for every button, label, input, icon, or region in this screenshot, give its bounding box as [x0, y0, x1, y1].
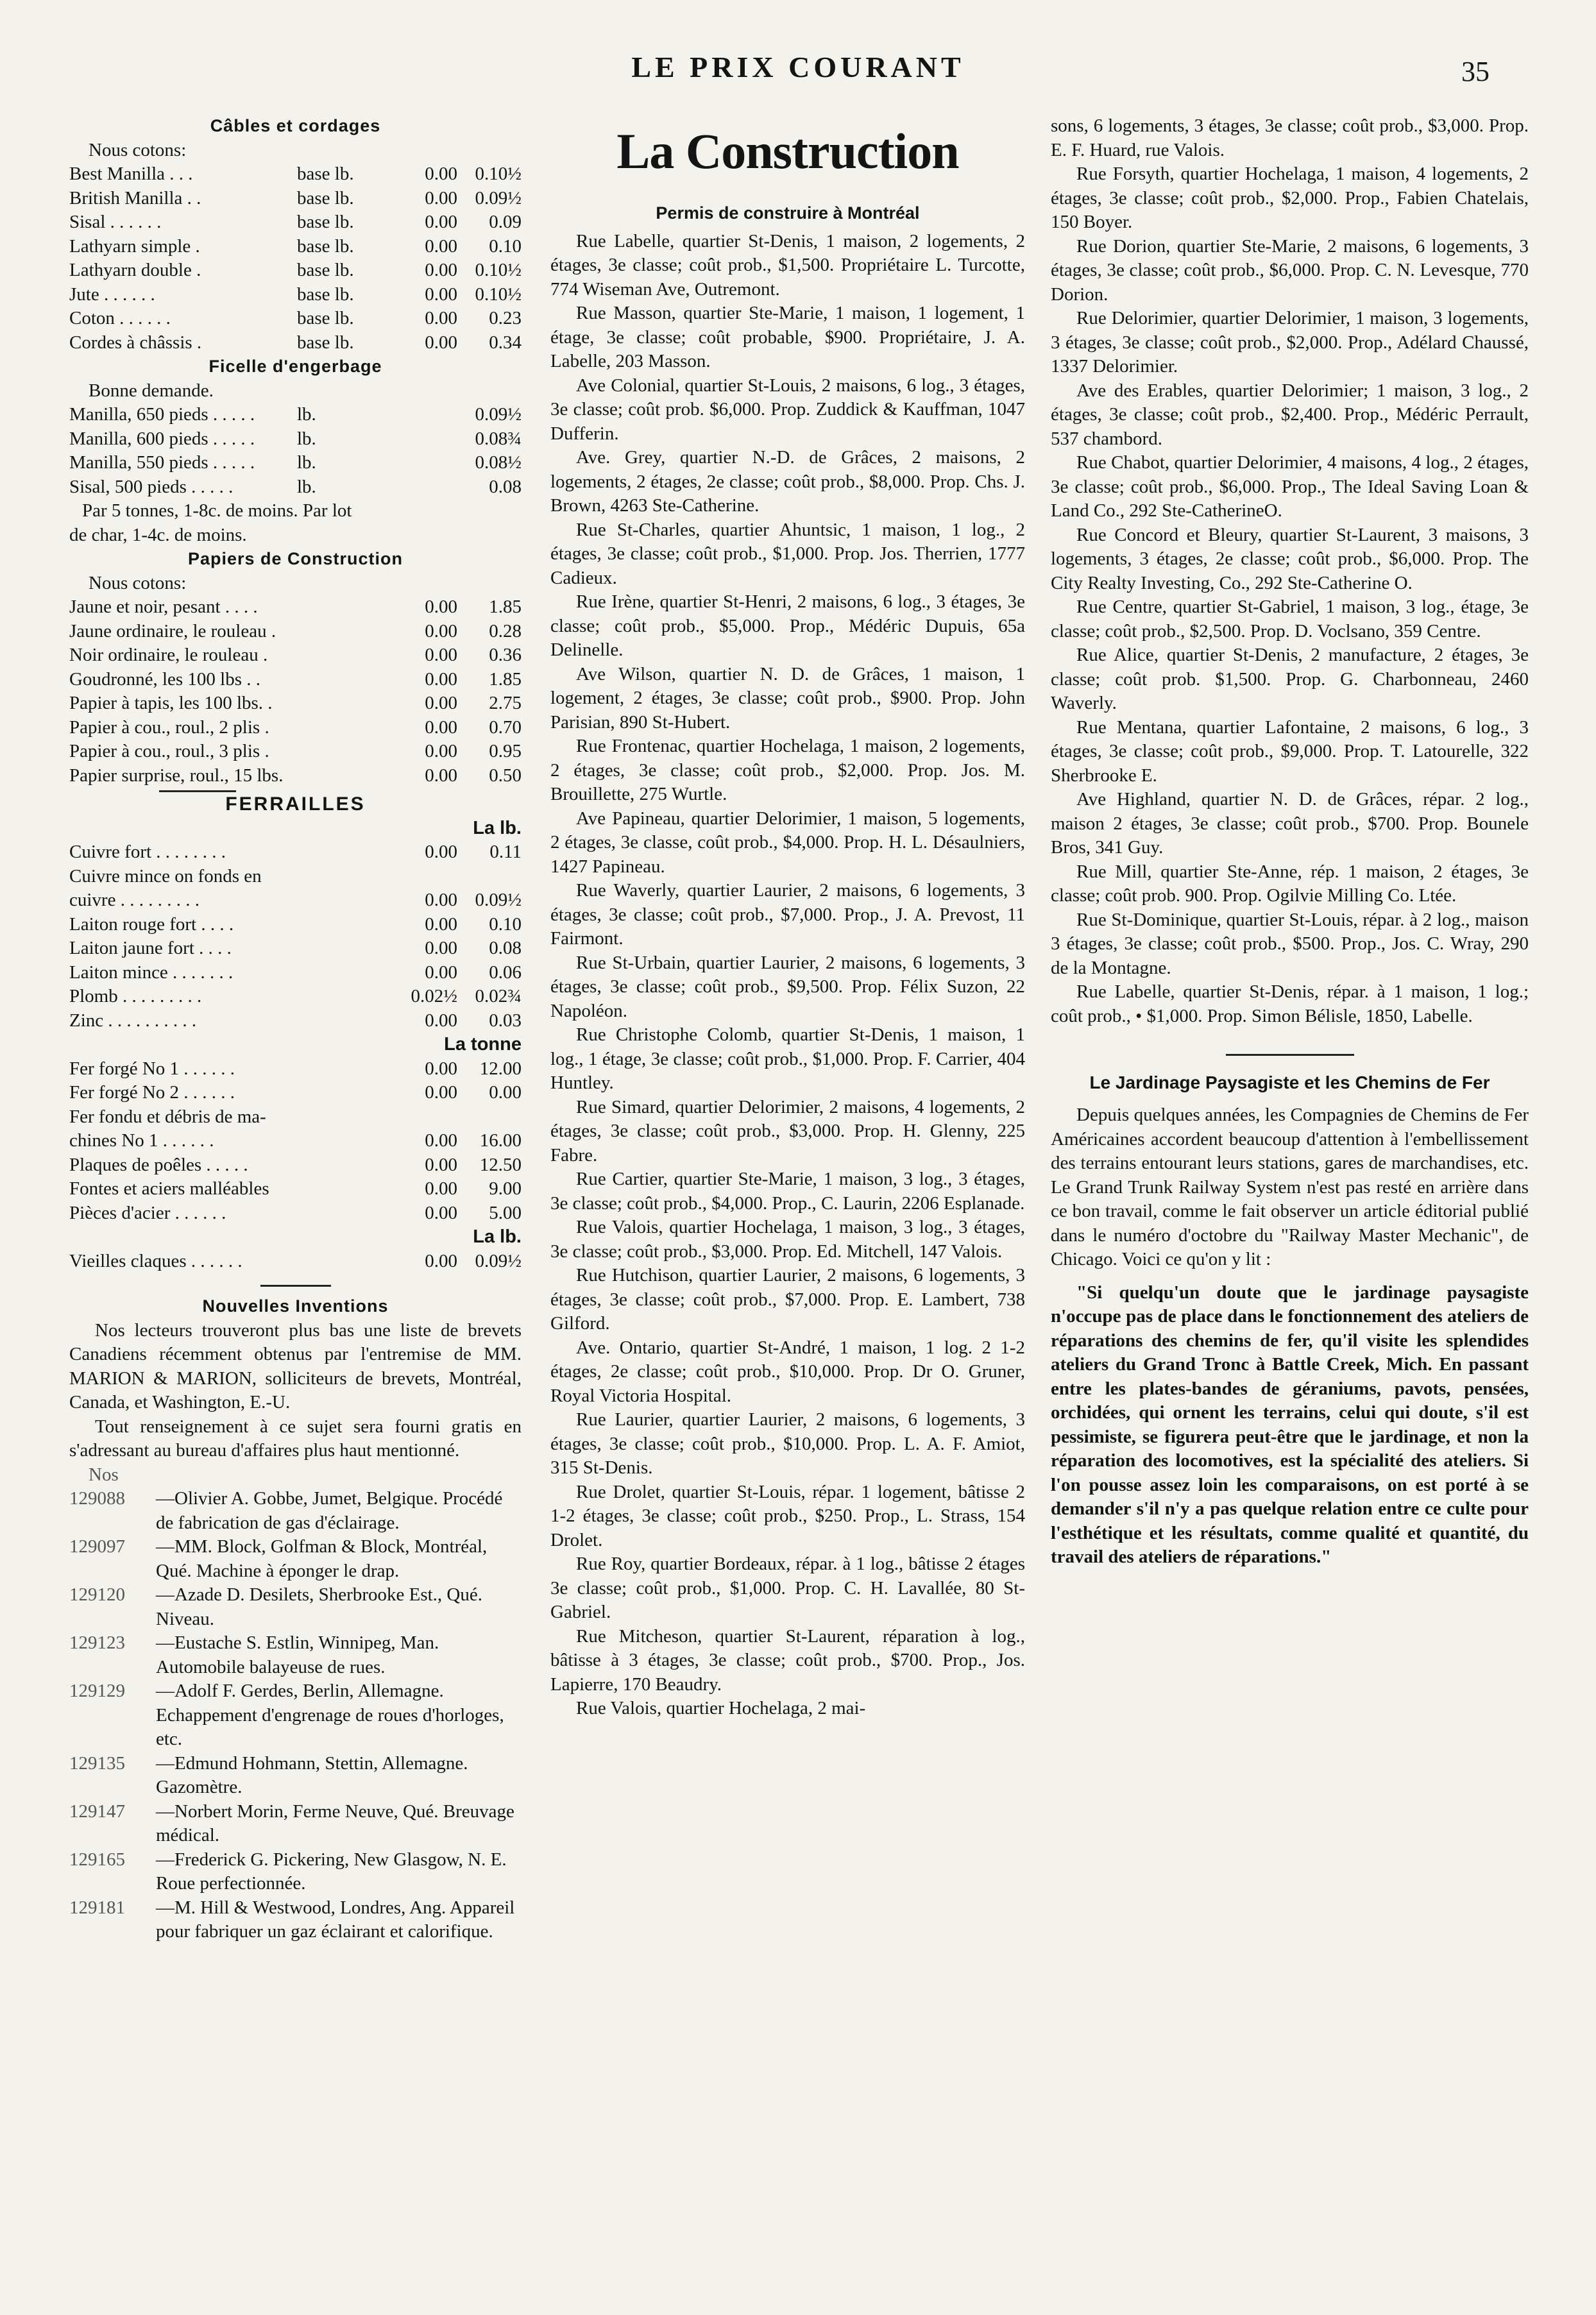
patent-item — [69, 1487, 522, 1535]
patent-text: —Frederick G. Pickering, New Glasgow, N. E. Roue perfectionnée. — [156, 1849, 507, 1894]
price-high: 0.02¾ — [475, 986, 522, 1006]
price-high: 2.75 — [489, 693, 522, 713]
page-title: LE PRIX COURANT — [631, 51, 965, 83]
item-name: Manilla, 550 pieds . . . . . — [69, 452, 255, 473]
price-row — [69, 840, 522, 865]
patent-text: —M. Hill & Westwood, Londres, Ang. Appareil pour fabriquer un gaz éclairant et calorifique. — [156, 1897, 515, 1942]
permit-entry: Rue Irène, quartier St-Henri, 2 maisons, 6 log., 3 étages, 3e classe; coût prob., $5,000. Prop., Médéric Dupuis, 65a Delinelle. — [550, 591, 1025, 660]
price-high: 0.08 — [489, 476, 522, 497]
price-low: 0.00 — [425, 187, 457, 208]
price-row — [69, 1057, 522, 1081]
price-row — [69, 307, 522, 331]
patent-number: 129129 — [69, 1681, 125, 1701]
price-high: 0.50 — [489, 765, 522, 786]
item-name: Papier à cou., roul., 3 plis . — [69, 741, 269, 761]
inventions-info: Tout renseignement à ce sujet sera fourni gratis en s'adressant au bureau d'affaires plus haut mentionné. — [69, 1416, 522, 1461]
price-high: 0.28 — [489, 620, 522, 641]
price-low — [393, 451, 457, 475]
ficelle-heading: Ficelle d'engerbage — [208, 357, 382, 376]
patent-item — [69, 1535, 522, 1583]
article-quote: "Si quelqu'un doute que le jardinage paysagiste n'occupe pas de place dans le fonctionnement des ateliers de réparations des chemins de fer, qu'il visite les splendides ateliers du Grand Tronc à Battle Creek, Mich. En passant entre les plates-bandes de géraniums, pavots, pensées, orchidées, qui ornent les terrains, celui qui doute, s'il est pessimiste, se figurera peut-être que le jardinage, et non la réparation des locomotives, est la spécialité des ateliers. Si l'on pousse assez loin les comparaisons, on est porté à se demander s'il n'y a pas quelque relation entre ce culte pour l'esthétique et les résultats, comme qualité et quantité, du travail des ateliers de réparations." — [1051, 1282, 1529, 1567]
patent-item — [69, 1800, 522, 1848]
price-low — [393, 1105, 457, 1130]
papiers-subheading: Nous cotons: — [89, 572, 187, 593]
item-name: Jaune ordinaire, le rouleau . — [69, 620, 276, 641]
price-high: 0.23 — [489, 308, 522, 328]
ferrailles-heading: FERRAILLES — [225, 793, 366, 815]
permis-heading: Permis de construire à Montréal — [656, 203, 920, 223]
permit-entry: sons, 6 logements, 3 étages, 3e classe; coût prob., $3,000. Prop. E. F. Huard, rue Valois. — [1051, 115, 1529, 160]
item-name: Lathyarn double . — [69, 260, 201, 280]
price-row — [69, 985, 522, 1009]
item-unit: base lb. — [297, 235, 354, 257]
item-name: Coton . . . . . . — [69, 308, 171, 328]
patent-number: 129135 — [69, 1752, 125, 1774]
price-high: 0.36 — [489, 645, 522, 665]
patent-text: —Edmund Hohmann, Stettin, Allemagne. Gazomètre. — [156, 1752, 468, 1797]
price-low: 0.00 — [425, 842, 457, 862]
price-low — [393, 475, 457, 500]
item-name: Best Manilla . . . — [69, 164, 193, 184]
item-name: Noir ordinaire, le rouleau . — [69, 645, 268, 665]
item-unit: base lb. — [297, 332, 354, 353]
article-paragraph: Depuis quelques années, les Compagnies de Chemins de Fer Américaines accordent beaucoup d'attention à l'embellissement des terrains entourant leurs stations, gares de marchandises, etc. Le Grand Trunk Railway System n'est pas resté en arrière dans ce bon travail, comme le fait observer un article éditorial publié dans le numéro d'octobre du "Railway Master Mechanic", de Chicago. Voici ce qu'on y lit : — [1051, 1105, 1529, 1269]
permit-entry: Rue Dorion, quartier Ste-Marie, 2 maisons, 6 logements, 3 étages, 3e classe; coût prob., $6,000. Prop. C. N. Levesque, 770 Dorion. — [1051, 235, 1529, 305]
price-high: 0.09½ — [475, 187, 522, 208]
item-name: Manilla, 650 pieds . . . . . — [69, 404, 255, 425]
price-low: 0.00 — [425, 597, 457, 617]
cables-heading: Câbles et cordages — [210, 116, 381, 135]
price-row — [69, 1105, 522, 1130]
permit-entry: Rue St-Charles, quartier Ahuntsic, 1 maison, 1 log., 2 étages, 3e classe; coût prob., $1,000. Prop. Jos. Therrien, 1777 Cadieux. — [550, 519, 1025, 588]
permit-entry: Ave des Erables, quartier Delorimier; 1 maison, 3 log., 2 étages, 3e classe; coût prob., $2,400. Prop., Médéric Perrault, 537 chambord. — [1051, 380, 1529, 449]
price-low: 0.00 — [425, 1082, 457, 1103]
inventions-nos: Nos — [89, 1464, 119, 1485]
price-row — [69, 716, 522, 740]
price-high: 0.10½ — [475, 260, 522, 280]
price-row — [69, 451, 522, 475]
price-row — [69, 210, 522, 235]
permit-entry: Rue Drolet, quartier St-Louis, répar. 1 logement, bâtisse 2 1-2 étages, 3e classe; coût prob., $250. Prop., L. Strass, 154 Drolet. — [550, 1481, 1025, 1550]
price-low: 0.00 — [425, 1178, 457, 1199]
price-high: 0.70 — [489, 717, 522, 738]
item-unit: lb. — [297, 476, 316, 497]
construction-title: La Construction — [616, 123, 959, 179]
price-low: 0.00 — [425, 913, 457, 935]
price-low — [393, 427, 457, 452]
item-unit: base lb. — [297, 187, 354, 208]
item-name: cuivre . . . . . . . . . — [69, 890, 200, 910]
item-name: Sisal, 500 pieds . . . . . — [69, 476, 233, 497]
price-row — [69, 1009, 522, 1033]
permit-entry: Rue Laurier, quartier Laurier, 2 maisons, 6 logements, 3 étages, 3e classe; coût prob., $10,000. Prop. L. A. F. Amiot, 315 St-Denis. — [550, 1409, 1025, 1478]
price-row — [69, 595, 522, 620]
price-row — [69, 331, 522, 355]
permit-entry: Rue Frontenac, quartier Hochelaga, 1 maison, 2 logements, 2 étages, 3e classe; coût prob., $2,000. Prop. Jos. M. Brouillette, 275 Wurtle. — [550, 736, 1025, 804]
price-high: 0.10½ — [475, 164, 522, 184]
item-name: Jaune et noir, pesant . . . . — [69, 597, 258, 617]
price-low: 0.00 — [425, 620, 457, 641]
ferrailles-unit-lb-2: La lb. — [473, 1226, 522, 1247]
price-row — [69, 1177, 522, 1201]
article-title: Le Jardinage Paysagiste et les Chemins de Fer — [1089, 1073, 1490, 1092]
price-low: 0.00 — [425, 1250, 457, 1271]
price-row — [69, 403, 522, 427]
permit-entry: Ave Colonial, quartier St-Louis, 2 maisons, 6 log., 3 étages, 3e classe; coût prob. $6,000. Prop. Zuddick & Kauffman, 1047 Dufferin. — [550, 375, 1025, 444]
price-high: 0.09 — [489, 212, 522, 232]
ferrailles-table-1 — [69, 840, 522, 1033]
price-row — [69, 937, 522, 961]
price-low: 0.00 — [425, 693, 457, 713]
item-unit: lb. — [297, 452, 316, 473]
item-unit: base lb. — [297, 164, 354, 184]
column-construction — [550, 114, 1025, 1721]
permit-entry: Rue Mentana, quartier Lafontaine, 2 maisons, 6 log., 3 étages, 3e classe; coût prob., $9,000. Prop. T. Latourelle, 322 Sherbrooke E. — [1051, 717, 1529, 786]
papiers-heading: Papiers de Construction — [187, 549, 403, 568]
price-low: 0.00 — [425, 717, 457, 738]
patent-item — [69, 1896, 522, 1944]
price-row — [69, 643, 522, 668]
price-high: 16.00 — [479, 1130, 522, 1151]
column-prices — [69, 114, 522, 1944]
price-row — [69, 187, 522, 211]
price-high: 0.00 — [489, 1082, 522, 1103]
item-name: Lathyarn simple . — [69, 235, 200, 257]
price-low: 0.00 — [425, 1058, 457, 1079]
item-name: Manilla, 600 pieds . . . . . — [69, 428, 255, 449]
permit-entry: Rue Labelle, quartier St-Denis, répar. à 1 maison, 1 log.; coût prob., • $1,000. Prop. Simon Bélisle, 1850, Labelle. — [1051, 981, 1529, 1026]
patent-item — [69, 1848, 522, 1896]
price-low: 0.00 — [425, 890, 457, 910]
item-name: Fer forgé No 2 . . . . . . — [69, 1082, 235, 1103]
price-high: 0.34 — [489, 332, 522, 353]
item-name: Laiton rouge fort . . . . — [69, 913, 234, 935]
price-low: 0.00 — [425, 164, 457, 184]
price-low: 0.00 — [425, 308, 457, 328]
patent-item — [69, 1752, 522, 1800]
price-low: 0.00 — [425, 332, 457, 353]
divider — [260, 1285, 331, 1287]
price-low — [393, 865, 457, 889]
permit-entry: Ave Wilson, quartier N. D. de Grâces, 1 maison, 1 logement, 2 étages, 3e classe; coût prob., $900. Prop. John Parisian, 890 St-Hubert. — [550, 663, 1025, 733]
permit-entry: Ave. Grey, quartier N.-D. de Grâces, 2 maisons, 2 logements, 2 étages, 2e classe; coût prob., $8,000. Prop. Chs. J. Brown, 4263 Ste-Catherine. — [550, 447, 1025, 516]
patent-number: 129120 — [69, 1584, 125, 1605]
patent-number: 129123 — [69, 1632, 125, 1653]
price-low: 0.00 — [425, 212, 457, 232]
item-unit: base lb. — [297, 212, 354, 232]
price-high — [457, 1105, 522, 1130]
permit-entry: Ave Papineau, quartier Delorimier, 1 maison, 5 logements, 2 étages, 3e classe, coût prob., $4,000. Prop. H. L. Désaulniers, 1427 Papineau. — [550, 808, 1025, 877]
price-row — [69, 283, 522, 307]
price-high: 0.09½ — [475, 1250, 522, 1271]
price-high: 0.95 — [489, 741, 522, 761]
cables-table — [69, 162, 522, 355]
ferrailles-table-2 — [69, 1057, 522, 1226]
permit-entry: Rue Simard, quartier Delorimier, 2 maisons, 4 logements, 2 étages, 3e classe; coût prob., $3,000. Prop. H. Glenny, 225 Fabre. — [550, 1096, 1025, 1166]
item-name: Fer forgé No 1 . . . . . . — [69, 1058, 235, 1079]
item-unit: base lb. — [297, 308, 354, 328]
permit-entry: Rue Labelle, quartier St-Denis, 1 maison, 2 logements, 2 étages, 3e classe; coût prob., $1,500. Propriétaire L. Turcotte, 774 Wiseman Ave, Outremont. — [550, 230, 1025, 300]
patent-number: 129147 — [69, 1801, 125, 1822]
permit-entry: Rue Chabot, quartier Delorimier, 4 maisons, 4 log., 2 étages, 3e classe; coût prob., $6,000. Prop., The Ideal Saving Loan & Land Co., 292 Ste-CatherineO. — [1051, 452, 1529, 521]
price-high — [457, 865, 522, 889]
item-name: Cuivre fort . . . . . . . . — [69, 842, 226, 862]
price-low: 0.00 — [425, 1202, 457, 1223]
price-low: 0.00 — [425, 668, 457, 690]
price-low: 0.00 — [425, 962, 457, 983]
patent-number: 129097 — [69, 1536, 125, 1557]
price-high: 12.00 — [479, 1058, 522, 1079]
permit-list-continued — [1051, 114, 1529, 1028]
ficelle-note-2: de char, 1-4c. de moins. — [69, 524, 247, 545]
price-row — [69, 1153, 522, 1178]
price-row — [69, 888, 522, 913]
item-name: Goudronné, les 100 lbs . . — [69, 668, 261, 690]
patent-item — [69, 1631, 522, 1679]
permit-entry: Rue Cartier, quartier Ste-Marie, 1 maison, 3 log., 3 étages, 3e classe; coût prob., $4,000. Prop., C. Laurin, 2206 Esplanade. — [550, 1169, 1025, 1214]
price-high: 0.10 — [489, 913, 522, 935]
item-name: Laiton jaune fort . . . . — [69, 938, 232, 958]
item-name: Fontes et aciers malléables — [69, 1178, 269, 1199]
item-name: Fer fondu et débris de ma- — [69, 1106, 266, 1127]
price-row — [69, 764, 522, 788]
permit-entry: Ave. Ontario, quartier St-André, 1 maison, 1 log. 2 1-2 étages, 2e classe; coût prob., $10,000. Prop. Dr O. Gruner, Royal Victoria Hospital. — [550, 1337, 1025, 1406]
price-high: 0.10½ — [475, 284, 522, 305]
price-high: 1.85 — [489, 668, 522, 690]
permit-entry: Rue Christophe Colomb, quartier St-Denis, 1 maison, 1 log., 1 étage, 3e classe; coût prob., $1,000. Prop. F. Carrier, 404 Huntley. — [550, 1024, 1025, 1093]
item-name: Sisal . . . . . . — [69, 212, 162, 232]
price-row — [69, 1081, 522, 1105]
ficelle-table — [69, 403, 522, 499]
permit-entry: Rue Mitcheson, quartier St-Laurent, réparation à log., bâtisse à 3 étages, 3e classe; coût prob., $700. Prop., Jos. Lapierre, 170 Beaudry. — [550, 1625, 1025, 1695]
price-high: 0.09½ — [475, 404, 522, 425]
price-low: 0.00 — [425, 645, 457, 665]
item-name: Pièces d'acier . . . . . . — [69, 1202, 226, 1223]
patent-text: —Norbert Morin, Ferme Neuve, Qué. Breuvage médical. — [156, 1801, 514, 1845]
permit-entry: Rue Valois, quartier Hochelaga, 2 mai- — [576, 1698, 866, 1718]
permit-entry: Ave Highland, quartier N. D. de Grâces, répar. 2 log., maison 2 étages, 3e classe; coût prob., $700. Prop. Bounele Bros, 341 Guy. — [1051, 789, 1529, 858]
item-name: Jute . . . . . . — [69, 284, 155, 305]
price-row — [69, 1129, 522, 1153]
item-name: Papier surprise, roul., 15 lbs. — [69, 765, 284, 786]
price-high: 0.09½ — [475, 890, 522, 910]
price-high: 0.08 — [489, 938, 522, 958]
price-row — [69, 740, 522, 764]
permit-entry: Rue Mill, quartier Ste-Anne, rép. 1 maison, 2 étages, 3e classe; coût prob. 900. Prop. Ogilvie Milling Co. Ltée. — [1051, 861, 1529, 906]
item-unit: lb. — [297, 404, 316, 425]
patent-text: —Adolf F. Gerdes, Berlin, Allemagne. Echappement d'engrenage de roues d'horloges, etc. — [156, 1681, 504, 1749]
patent-number: 129088 — [69, 1488, 125, 1509]
item-name: Zinc . . . . . . . . . . — [69, 1010, 197, 1031]
inventions-intro: Nos lecteurs trouveront plus bas une liste de brevets Canadiens récemment obtenus par l'entremise de MM. MARION & MARION, solliciteurs de brevets, Montréal, Canada, et Washington, E.-U. — [69, 1319, 522, 1412]
item-name: Plaques de poêles . . . . . — [69, 1154, 248, 1175]
price-low: 0.00 — [425, 235, 457, 257]
item-unit: lb. — [297, 428, 316, 449]
ferrailles-unit-lb: La lb. — [473, 817, 522, 838]
price-high: 12.50 — [479, 1154, 522, 1175]
patent-text: —MM. Block, Golfman & Block, Montréal, Qué. Machine à éponger le drap. — [156, 1536, 488, 1581]
price-high: 9.00 — [489, 1178, 522, 1199]
price-low: 0.00 — [425, 1130, 457, 1151]
price-low: 0.00 — [425, 741, 457, 761]
price-low: 0.00 — [425, 1154, 457, 1175]
ficelle-note-1: Par 5 tonnes, 1-8c. de moins. Par lot — [82, 500, 352, 521]
patent-text: —Olivier A. Gobbe, Jumet, Belgique. Procédé de fabrication de gas d'éclairage. — [156, 1488, 503, 1533]
item-unit: base lb. — [297, 260, 354, 280]
price-row — [69, 913, 522, 937]
item-name: British Manilla . . — [69, 187, 201, 208]
papiers-table — [69, 595, 522, 788]
price-high: 0.08½ — [475, 452, 522, 473]
price-high: 5.00 — [489, 1202, 522, 1223]
patent-text: —Eustache S. Estlin, Winnipeg, Man. Automobile balayeuse de rues. — [156, 1632, 439, 1677]
price-low: 0.00 — [425, 260, 457, 280]
permit-entry: Rue Hutchison, quartier Laurier, 2 maisons, 6 logements, 3 étages, 3e classe; coût prob., $7,000. Prop. E. Lambert, 738 Gilford. — [550, 1265, 1025, 1334]
price-row — [69, 475, 522, 500]
ferrailles-unit-tonne: La tonne — [444, 1034, 522, 1055]
item-name: Papier à cou., roul., 2 plis . — [69, 717, 269, 738]
price-row — [69, 961, 522, 985]
permit-entry: Rue Valois, quartier Hochelaga, 1 maison, 3 log., 3 étages, 3e classe; coût prob., $3,000. Prop. Ed. Mitchell, 147 Valois. — [550, 1217, 1025, 1262]
price-high: 0.11 — [489, 842, 522, 862]
price-row — [69, 162, 522, 187]
price-high: 0.06 — [489, 962, 522, 983]
permit-entry: Rue Forsyth, quartier Hochelaga, 1 maison, 4 logements, 2 étages, 3e classe; coût prob., $2,000. Prop., Fabien Chatelais, 150 Boyer. — [1051, 164, 1529, 232]
price-low: 0.02½ — [411, 986, 457, 1006]
item-unit: base lb. — [297, 284, 354, 305]
price-high: 0.03 — [489, 1010, 522, 1031]
price-row — [69, 235, 522, 259]
price-low: 0.00 — [425, 1010, 457, 1031]
item-name: Vieilles claques . . . . . . — [69, 1250, 242, 1271]
patent-number: 129165 — [69, 1849, 125, 1870]
price-row — [69, 1201, 522, 1226]
item-name: chines No 1 . . . . . . — [69, 1130, 214, 1151]
cables-subheading: Nous cotons: — [89, 139, 187, 160]
price-row — [69, 865, 522, 889]
permit-entry: Rue Centre, quartier St-Gabriel, 1 maison, 3 log., étage, 3e classe; coût prob., $2,500. Prop. D. Voclsano, 359 Centre. — [1051, 597, 1529, 641]
patent-item — [69, 1583, 522, 1631]
item-name: Plomb . . . . . . . . . — [69, 986, 202, 1006]
price-high: 0.10 — [489, 235, 522, 257]
price-low: 0.00 — [425, 938, 457, 958]
item-name: Laiton mince . . . . . . . — [69, 962, 233, 983]
ficelle-subheading: Bonne demande. — [89, 380, 214, 401]
permit-entry: Rue Roy, quartier Bordeaux, répar. à 1 log., bâtisse 2 étages 3e classe; coût prob., $1,000. Prop. C. H. Lavallée, 80 St-Gabriel. — [550, 1554, 1025, 1622]
permit-entry: Rue Masson, quartier Ste-Marie, 1 maison, 1 logement, 1 étage, 3e classe; coût probable, $900. Propriétaire, J. A. Labelle, 203 Masson. — [550, 303, 1025, 371]
permit-entry: Rue St-Urbain, quartier Laurier, 2 maisons, 6 logements, 3 étages, 3e classe; coût prob., $9,500. Prop. Félix Suzon, 22 Napoléon. — [550, 952, 1025, 1021]
inventions-heading: Nouvelles Inventions — [202, 1296, 389, 1316]
price-row — [69, 620, 522, 644]
patent-item — [69, 1679, 522, 1752]
price-low: 0.00 — [425, 284, 457, 305]
price-high: 1.85 — [489, 597, 522, 617]
price-row — [69, 668, 522, 692]
patent-number: 129181 — [69, 1897, 125, 1918]
item-name: Cordes à châssis . — [69, 332, 202, 353]
permit-entry: Rue Concord et Bleury, quartier St-Laurent, 3 maisons, 3 logements, 3 étages, 2e classe; coût prob., $6,000. Prop. The City Realty Investing, Co., 292 Ste-Catherine O. — [1051, 524, 1529, 593]
price-low — [393, 403, 457, 427]
item-name: Cuivre mince on fonds en — [69, 865, 262, 886]
permit-list — [550, 230, 1025, 1721]
price-row — [69, 691, 522, 716]
price-low: 0.00 — [425, 765, 457, 786]
ferrailles-table-3 — [69, 1250, 522, 1274]
price-row — [69, 1250, 522, 1274]
patent-list — [69, 1487, 522, 1944]
patent-text: —Azade D. Desilets, Sherbrooke Est., Qué. Niveau. — [156, 1584, 482, 1629]
permit-entry: Rue Waverly, quartier Laurier, 2 maisons, 6 logements, 3 étages, 3e classe; coût prob., $7,000. Prop., J. A. Prevost, 11 Fairmont. — [550, 880, 1025, 949]
price-row — [69, 259, 522, 283]
price-high: 0.08¾ — [475, 428, 522, 449]
item-name: Papier à tapis, les 100 lbs. . — [69, 693, 273, 713]
column-continued — [1051, 114, 1529, 1570]
permit-entry: Rue Delorimier, quartier Delorimier, 1 maison, 3 logements, 3 étages, 3e classe; coût prob., $2,000. Prop., Adélard Chaussé, 1337 Delorimier. — [1051, 308, 1529, 377]
permit-entry: Rue St-Dominique, quartier St-Louis, répar. à 2 log., maison 3 étages, 3e classe; coût prob., $500. Prop., Jos. C. Wray, 290 de la Montagne. — [1051, 909, 1529, 978]
page-number: 35 — [1461, 56, 1490, 87]
divider — [1226, 1054, 1354, 1056]
permit-entry: Rue Alice, quartier St-Denis, 2 manufacture, 2 étages, 3e classe; coût prob. $1,500. Prop. G. Charbonneau, 2460 Waverly. — [1051, 645, 1529, 713]
price-row — [69, 427, 522, 452]
